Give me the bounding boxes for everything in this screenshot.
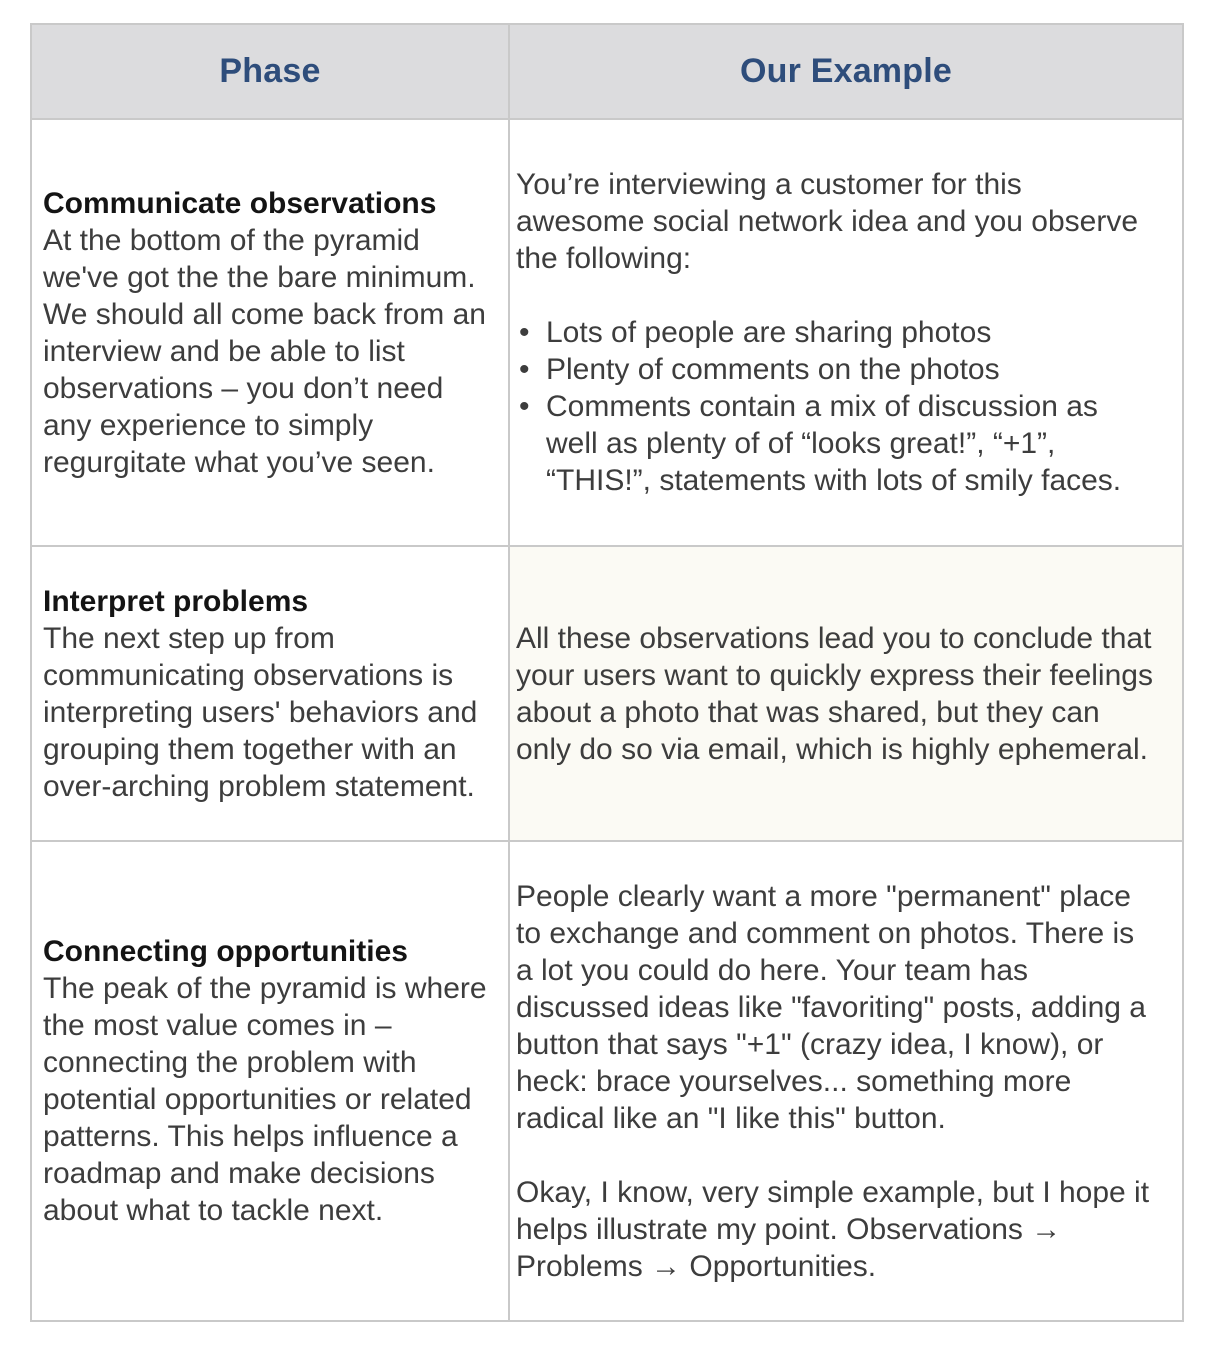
phase-title: Communicate observations [43, 186, 437, 220]
phase-text [43, 933, 496, 1229]
table-row-communicate-observations [31, 119, 1183, 546]
column-header-phase: Phase [31, 24, 509, 119]
phase-title: Connecting opportunities [43, 935, 408, 968]
phase-cell [31, 119, 509, 546]
bullet-item: • Comments contain a mix of discussion as well as plenty of of “looks great!”, “+1”, “THIS!”, statements with lots of smily faces. [516, 388, 1156, 499]
table-row-connecting-opportunities [31, 841, 1183, 1321]
example-intro: You’re interviewing a customer for this awesome social network idea and you observe the following: [516, 168, 1139, 275]
phase-body: The next step up from communicating observations is interpreting users' behaviors and grouping them together with an over-arching problem statement. [43, 621, 478, 803]
phase-title: Interpret problems [43, 584, 309, 618]
phase-cell [31, 841, 509, 1321]
phase-body: The peak of the pyramid is where the most value comes in – connecting the problem with potential opportunities or related patterns. This helps influence a roadmap and make decisions about what to tackle next. [43, 972, 487, 1227]
phase-cell [31, 546, 509, 841]
bullet-item: • Plenty of comments on the photos [516, 351, 1156, 388]
bullet-item: • Lots of people are sharing photos [516, 314, 1156, 351]
example-cell [509, 119, 1183, 546]
example-bullet-list [516, 314, 1156, 499]
phase-example-table [30, 23, 1184, 1322]
table-header-row [31, 24, 1183, 119]
example-cell [509, 546, 1183, 841]
phase-text [43, 583, 496, 805]
example-cell [509, 841, 1183, 1321]
table-row-interpret-problems [31, 546, 1183, 841]
column-header-example: Our Example [509, 24, 1183, 119]
phase-body: At the bottom of the pyramid we've got the the bare minimum. We should all come back from an interview and be able to list observations – you don’t need any experience to simply regurgitate what you’ve seen. [43, 223, 486, 479]
example-paragraph: People clearly want a more "permanent" place to exchange and comment on photos. There is a lot you could do here. Your team has discussed ideas like "favoriting" posts, adding a button that says "+1" (crazy idea, I know), or heck: brace yourselves... something more radical like an "I like this" button. [516, 879, 1146, 1135]
example-paragraph: Okay, I know, very simple example, but I hope it helps illustrate my point. Observations → Problems → Opportunities. [516, 1175, 1150, 1283]
example-paragraph: All these observations lead you to conclude that your users want to quickly express their feelings about a photo that was shared, but they can only do so via email, which is highly ephemeral. [516, 621, 1153, 766]
phase-text [43, 185, 496, 481]
